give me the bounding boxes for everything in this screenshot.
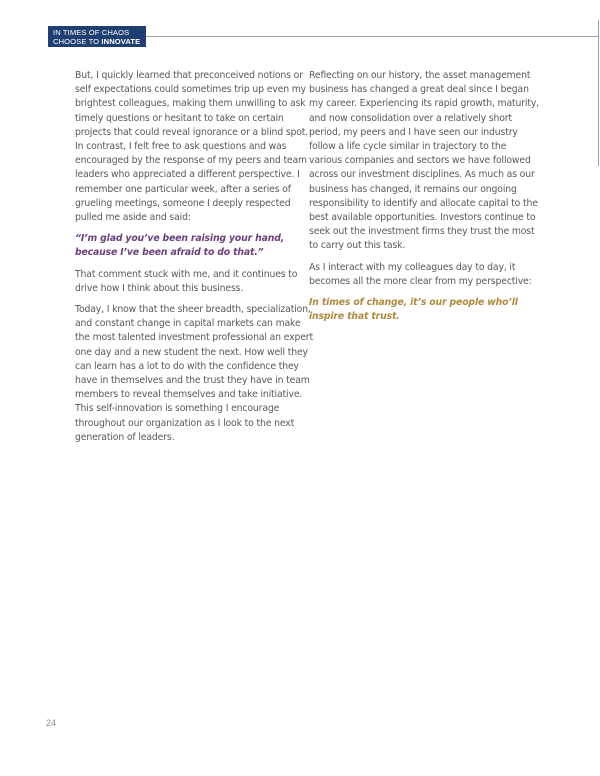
page-number: 24 [46, 718, 57, 728]
header-line-2-prefix: CHOOSE TO [53, 37, 102, 46]
body-paragraph: Today, I know that the sheer breadth, specialization, and constant change in capital markets can make the most talented investment professional an expert one day and a new student the next. How well they can learn has a lot to do with the confidence they have in themselves and the trust they have in team members to reveal themselves and take initiative. This self-innovation is something I encourage throughout our organization as I look to the next generation of leaders. [75, 304, 313, 443]
body-paragraph: But, I quickly learned that preconceived notions or self expectations could sometimes trip up even my brightest colleagues, making them unwilling to ask timely questions or hesitant to take on certain projects that could reveal ignorance or a blind spot. In contrast, I felt free to ask questions and was encouraged by the response of my peers and team leaders who appreciated a different perspective. I remember one particular week, after a series of grueling meetings, someone I deeply respected pulled me aside and said: [75, 70, 309, 224]
body-paragraph: As I interact with my colleagues day to day, it becomes all the more clear from my perspective: [309, 261, 532, 287]
closing-quote: In times of change, it’s our people who’ll inspire that trust. [309, 297, 518, 323]
section-header-tag [48, 26, 146, 47]
left-column [75, 69, 315, 452]
body-paragraph: That comment stuck with me, and it continues to drive how I think about this business. [75, 268, 298, 294]
header-line-2 [53, 37, 146, 46]
body-paragraph: Reflecting on our history, the asset management business has changed a great deal since I began my career. Experiencing its rapid growth, maturity, and now consolidation over a relatively short period, my peers and I have seen our industry follow a life cycle similar in trajectory to the various companies and sectors we have followed across our investment disciplines. As much as our business has changed, it remains our ongoing responsibility to identify and allocate capital to the best available opportunities. Investors continue to seek out the investment firms they trust the most to carry out this task. [309, 70, 540, 252]
side-divider [598, 20, 599, 166]
header-line-1: IN TIMES OF CHAOS [53, 28, 130, 37]
right-column [309, 69, 541, 331]
pull-quote: “I’m glad you’ve been raising your hand, because I’ve been afraid to do that.” [75, 233, 285, 259]
header-line-2-emphasis: INNOVATE [101, 37, 141, 46]
header-divider [146, 36, 598, 37]
